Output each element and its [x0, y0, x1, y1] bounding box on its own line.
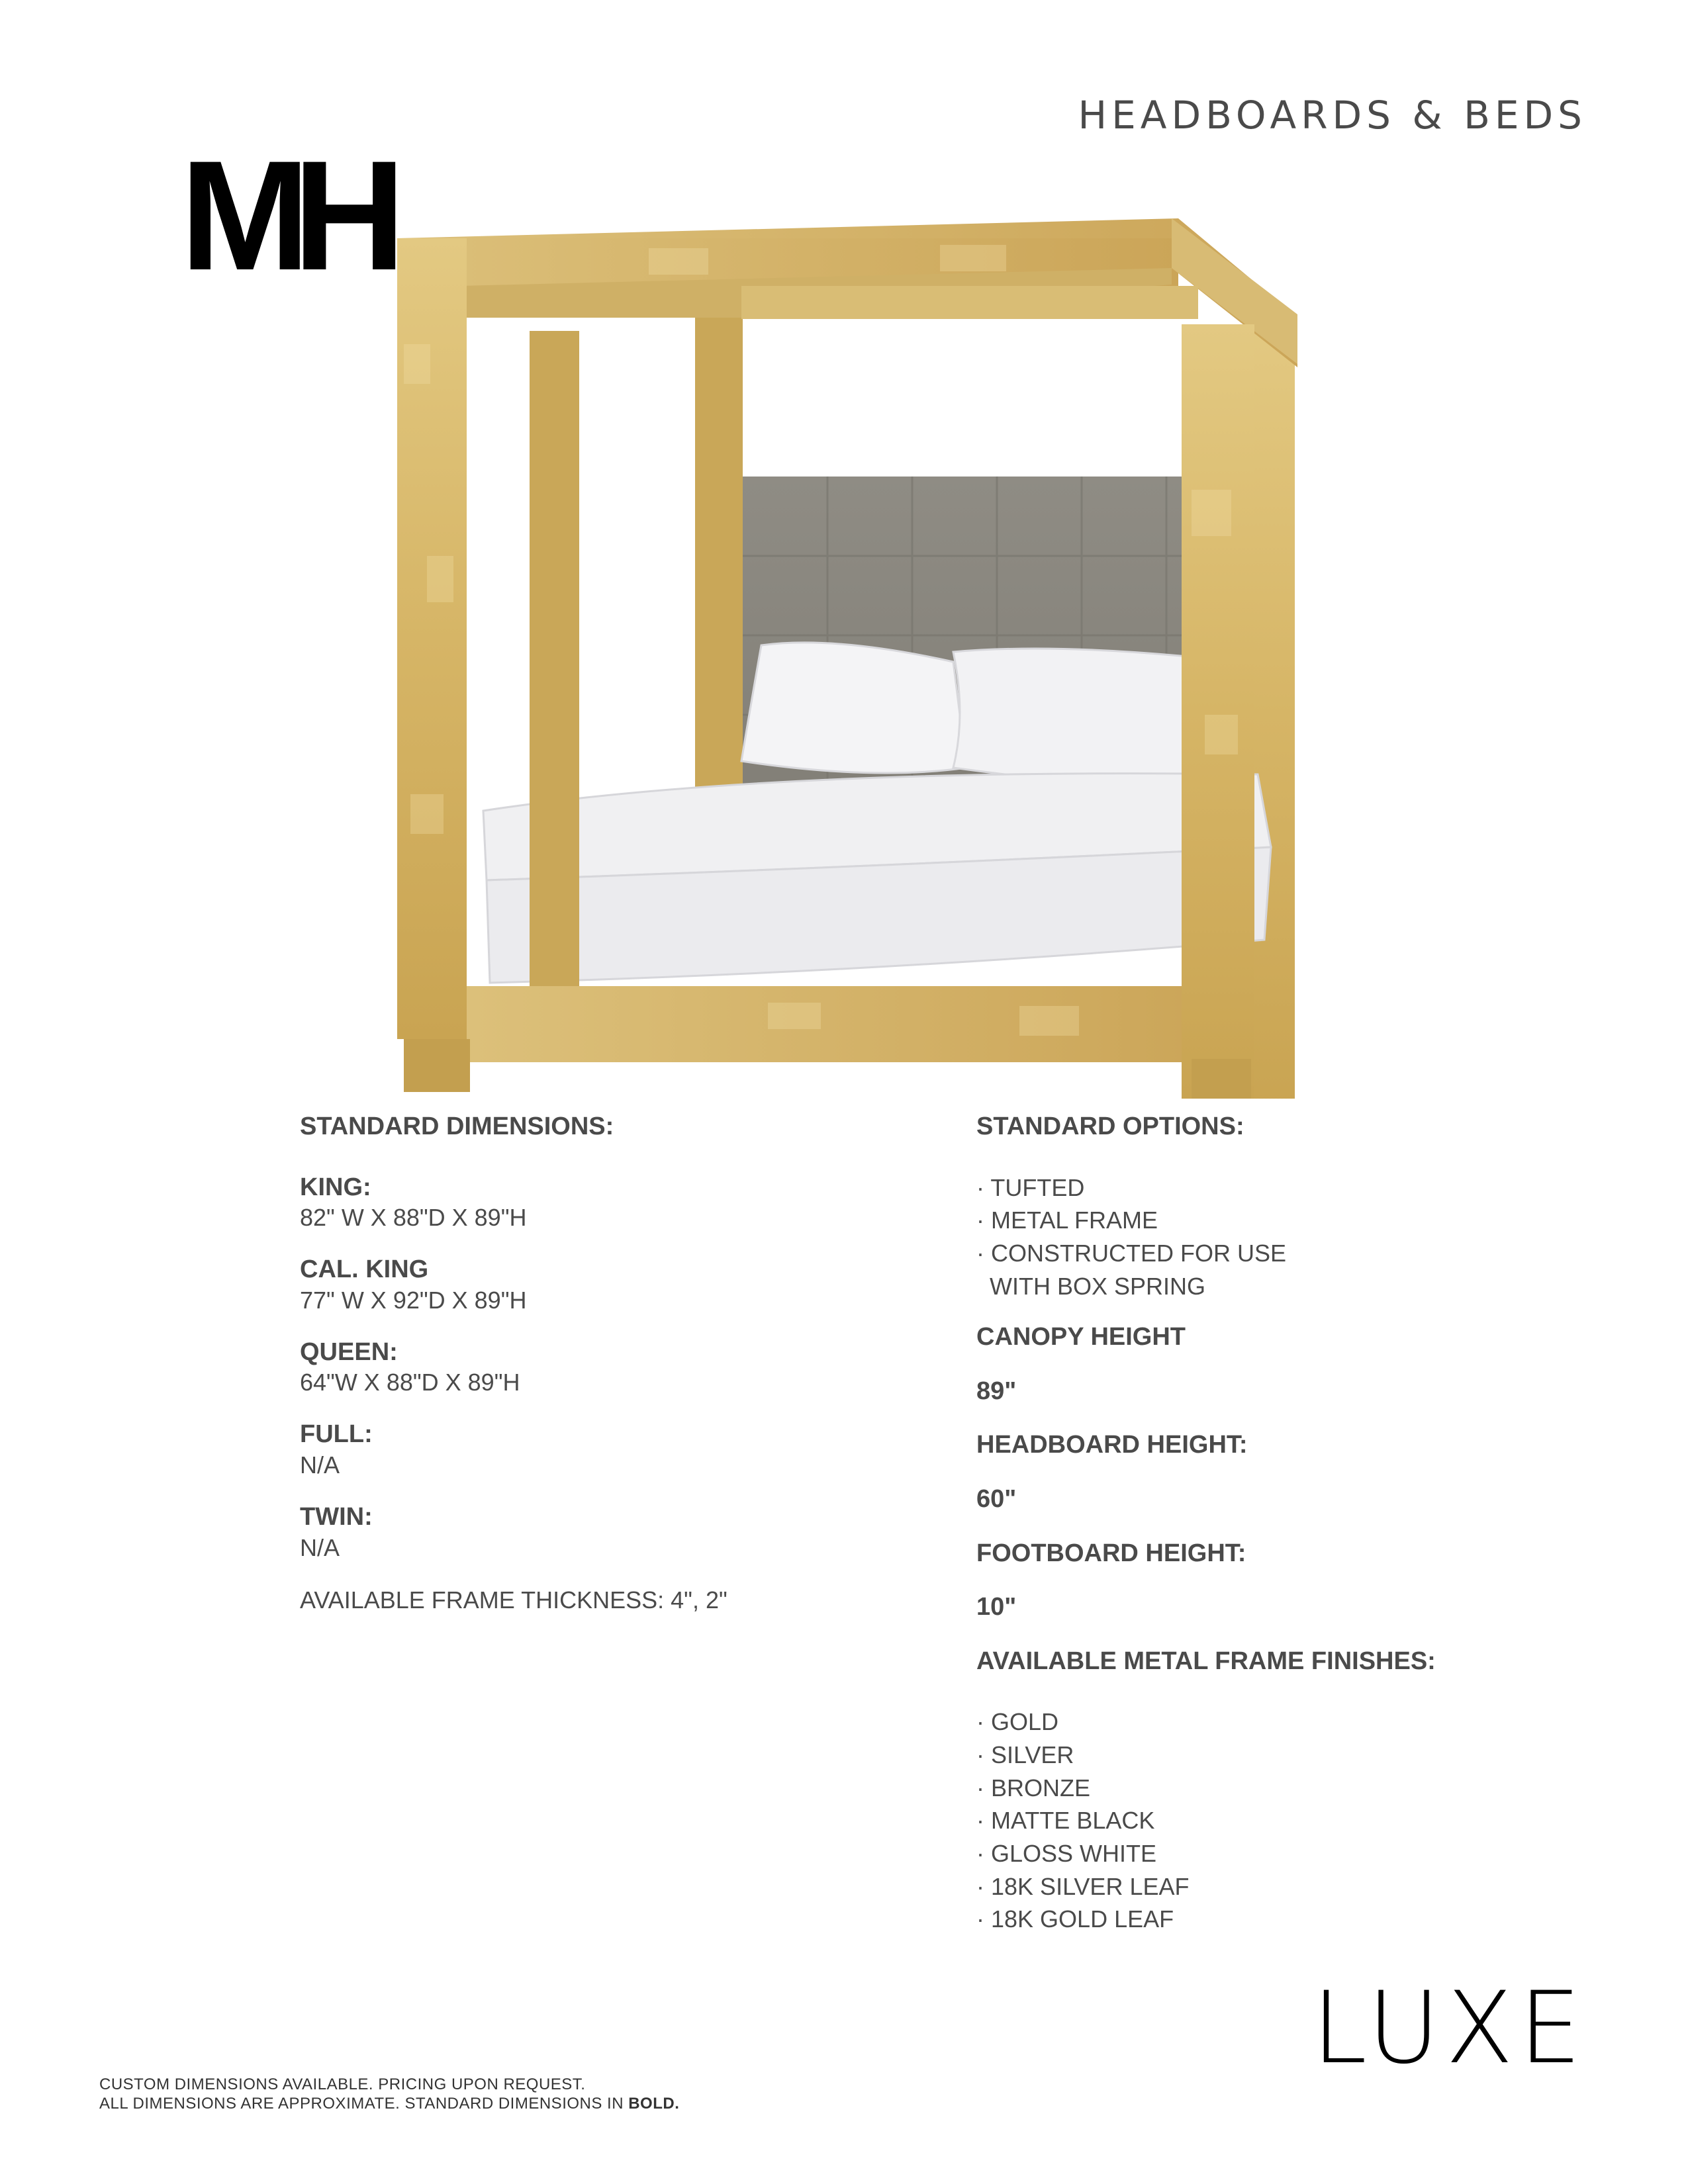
- list-item: · CONSTRUCTED FOR USE WITH BOX SPRING: [976, 1237, 1288, 1302]
- category-title: HEADBOARDS & BEDS: [1078, 93, 1587, 138]
- size-label: TWIN:: [300, 1502, 373, 1531]
- list-item: · BRONZE: [976, 1772, 1572, 1805]
- size-label: FULL:: [300, 1420, 373, 1449]
- size-value: 64"W X 88"D X 89"H: [300, 1369, 520, 1396]
- footboard-height-label: FOOTBOARD HEIGHT:: [976, 1539, 1246, 1567]
- footer-line-1: CUSTOM DIMENSIONS AVAILABLE. PRICING UPON REQUEST.: [99, 2075, 586, 2093]
- size-king: [300, 1173, 896, 1233]
- size-label: KING:: [300, 1173, 371, 1201]
- list-item: · GOLD: [976, 1706, 1572, 1739]
- canopy-height-value: 89": [976, 1377, 1017, 1405]
- size-value: 77" W X 92"D X 89"H: [300, 1286, 527, 1314]
- headboard-height-label: HEADBOARD HEIGHT:: [976, 1431, 1248, 1459]
- list-item: · SILVER: [976, 1739, 1572, 1772]
- list-item: · 18K SILVER LEAF: [976, 1870, 1572, 1903]
- footboard-height-value: 10": [976, 1593, 1017, 1621]
- brand-logo: MH: [180, 128, 389, 303]
- size-twin: [300, 1502, 896, 1563]
- list-item: · TUFTED: [976, 1171, 1288, 1205]
- size-value: 82" W X 88"D X 89"H: [300, 1204, 527, 1232]
- footer-line-2-text: ALL DIMENSIONS ARE APPROXIMATE. STANDARD DIMENSIONS IN: [99, 2094, 624, 2113]
- size-cal-king: [300, 1255, 896, 1315]
- standard-dimensions: [300, 1112, 896, 1615]
- options-list: [976, 1171, 1288, 1303]
- finishes-list: [976, 1706, 1572, 1936]
- list-item: · 18K GOLD LEAF: [976, 1903, 1572, 1936]
- size-value: N/A: [300, 1533, 340, 1561]
- size-label: QUEEN:: [300, 1338, 398, 1366]
- headboard-height-value: 60": [976, 1485, 1017, 1514]
- canopy-height-label: CANOPY HEIGHT: [976, 1323, 1186, 1351]
- options-title: STANDARD OPTIONS:: [976, 1113, 1244, 1140]
- footer-note: [99, 2075, 679, 2114]
- canopy-bed-icon: [371, 212, 1337, 1099]
- size-value: N/A: [300, 1451, 340, 1479]
- list-item: · METAL FRAME: [976, 1204, 1288, 1237]
- collection-logo: LUXE: [1311, 1971, 1587, 2086]
- finishes-title: AVAILABLE METAL FRAME FINISHES:: [976, 1647, 1436, 1675]
- list-item: · MATTE BLACK: [976, 1804, 1572, 1837]
- dimensions-title: STANDARD DIMENSIONS:: [300, 1113, 614, 1140]
- footer-line-2: [99, 2095, 679, 2114]
- frame-thickness: AVAILABLE FRAME THICKNESS: 4", 2": [300, 1586, 727, 1614]
- standard-options: [976, 1112, 1572, 1936]
- list-item: · GLOSS WHITE: [976, 1837, 1572, 1870]
- size-queen: [300, 1338, 896, 1398]
- size-label: CAL. KING: [300, 1255, 429, 1284]
- size-full: [300, 1420, 896, 1480]
- footer-bold-word: BOLD.: [628, 2094, 680, 2113]
